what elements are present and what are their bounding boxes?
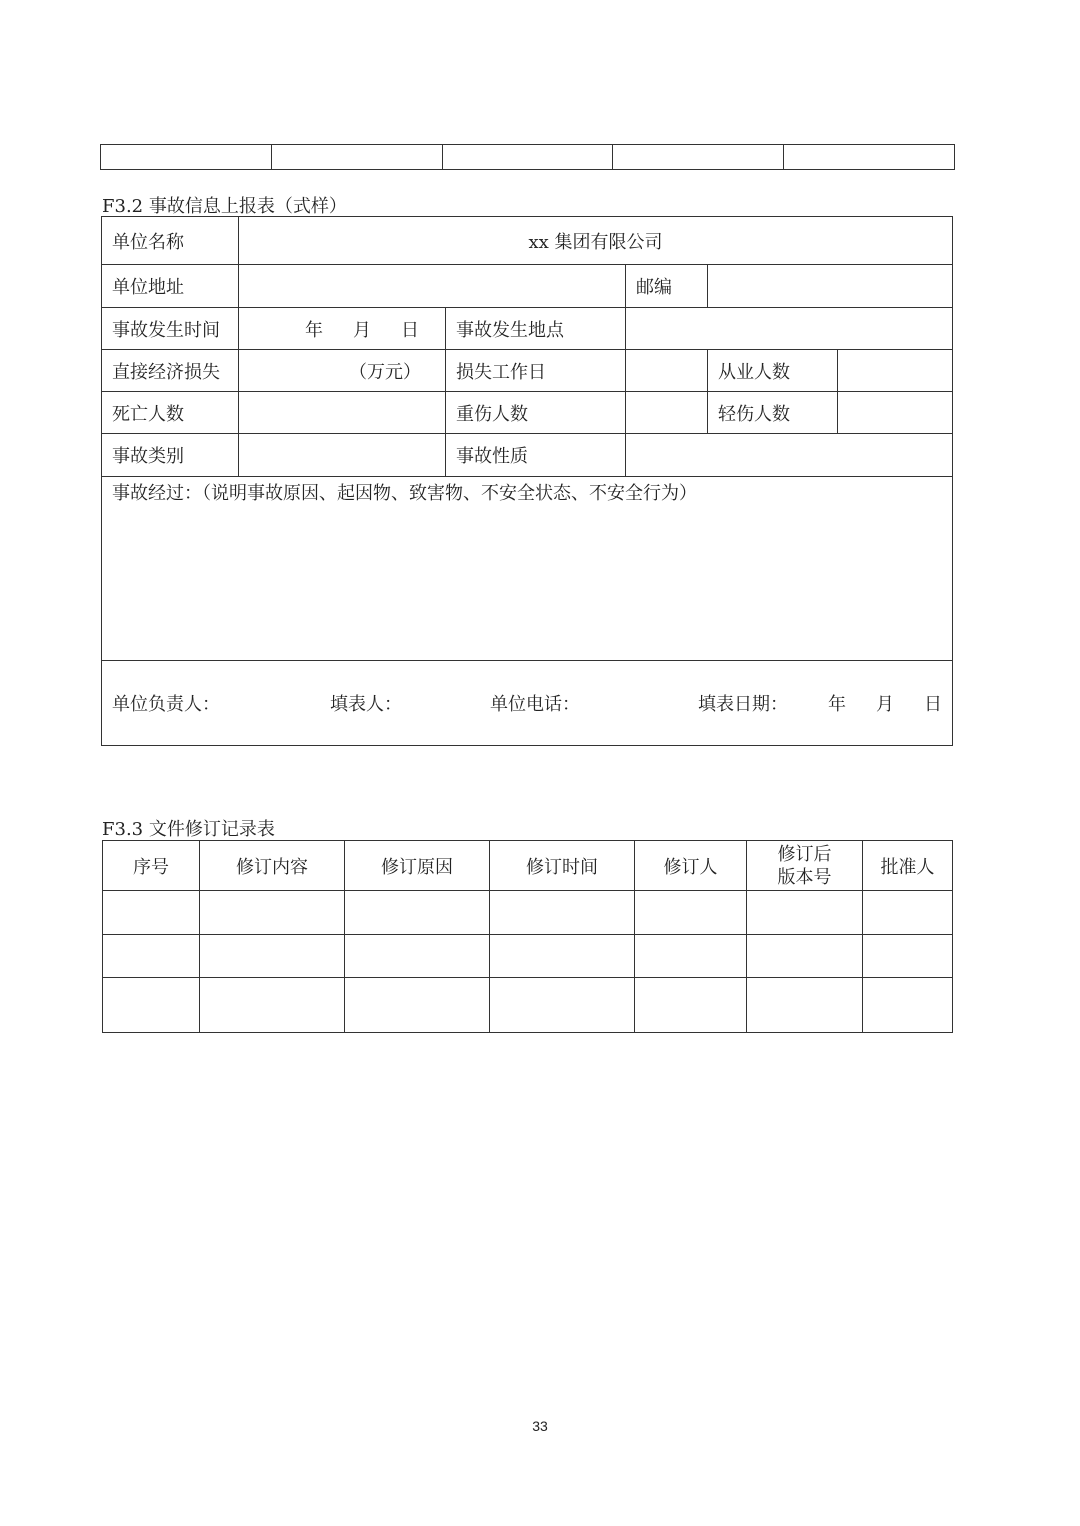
header-reason: 修订原因 xyxy=(345,841,490,891)
accident-report-table xyxy=(101,216,953,746)
table-cell xyxy=(635,935,747,978)
table-cell xyxy=(863,935,953,978)
staff-value xyxy=(838,350,953,392)
serious-label: 重伤人数 xyxy=(446,392,626,434)
date-label: 填表日期： xyxy=(698,694,788,715)
revision-record-table xyxy=(102,840,953,1033)
lost-days-value xyxy=(626,350,708,392)
header-reviser: 修订人 xyxy=(635,841,747,891)
table-cell xyxy=(200,935,345,978)
place-label: 事故发生地点 xyxy=(446,308,626,350)
lost-days-label: 损失工作日 xyxy=(446,350,626,392)
table-cell xyxy=(103,935,200,978)
header-version-line1: 修订后 xyxy=(777,843,832,865)
table-cell xyxy=(635,891,747,935)
f32-caption: F3.2 事故信息上报表（式样） xyxy=(102,196,347,217)
deaths-value xyxy=(239,392,446,434)
table-cell xyxy=(863,891,953,935)
time-label: 事故发生时间 xyxy=(102,308,239,350)
staff-label: 从业人数 xyxy=(708,350,838,392)
table-cell xyxy=(490,891,635,935)
table-cell xyxy=(345,978,490,1033)
previous-table-stub xyxy=(100,144,955,170)
date-day: 日 xyxy=(924,694,942,715)
minor-value xyxy=(838,392,953,434)
address-label: 单位地址 xyxy=(102,265,239,308)
table-cell xyxy=(490,978,635,1033)
table-cell xyxy=(747,891,863,935)
signature-row xyxy=(102,661,953,746)
stub-cell xyxy=(271,145,442,170)
stub-cell xyxy=(442,145,613,170)
table-cell xyxy=(863,978,953,1033)
header-time: 修订时间 xyxy=(490,841,635,891)
postcode-label: 邮编 xyxy=(626,265,708,308)
company-name-label: 单位名称 xyxy=(102,217,239,265)
table-cell xyxy=(200,891,345,935)
header-content: 修订内容 xyxy=(200,841,345,891)
process-label: 事故经过：（说明事故原因、起因物、致害物、不安全状态、不安全行为） xyxy=(112,483,697,504)
table-cell xyxy=(635,978,747,1033)
company-name-value: xx 集团有限公司 xyxy=(239,217,953,265)
header-version xyxy=(747,841,863,891)
date-year: 年 xyxy=(828,694,846,715)
time-value xyxy=(239,308,446,350)
table-cell xyxy=(103,978,200,1033)
loss-unit: （万元） xyxy=(349,361,421,383)
filler-label: 填表人： xyxy=(330,694,402,715)
table-cell xyxy=(747,935,863,978)
header-seq: 序号 xyxy=(103,841,200,891)
stub-cell xyxy=(101,145,272,170)
head-label: 单位负责人： xyxy=(112,694,220,715)
nature-value xyxy=(626,434,953,477)
table-cell xyxy=(747,978,863,1033)
serious-value xyxy=(626,392,708,434)
minor-label: 轻伤人数 xyxy=(708,392,838,434)
stub-cell xyxy=(784,145,955,170)
date-month: 月 xyxy=(876,694,894,715)
loss-value xyxy=(239,350,446,392)
address-value xyxy=(239,265,626,308)
table-cell xyxy=(103,891,200,935)
phone-label: 单位电话： xyxy=(490,694,580,715)
stub-cell xyxy=(613,145,784,170)
deaths-label: 死亡人数 xyxy=(102,392,239,434)
table-cell xyxy=(200,978,345,1033)
year-text: 年 xyxy=(305,319,323,341)
table-cell xyxy=(345,891,490,935)
day-text: 日 xyxy=(401,319,419,341)
loss-label: 直接经济损失 xyxy=(102,350,239,392)
month-text: 月 xyxy=(353,319,371,341)
table-cell xyxy=(345,935,490,978)
postcode-value xyxy=(708,265,953,308)
f33-caption: F3.3 文件修订记录表 xyxy=(102,819,275,840)
type-label: 事故类别 xyxy=(102,434,239,477)
header-version-line2: 版本号 xyxy=(777,866,832,888)
header-approver: 批准人 xyxy=(863,841,953,891)
type-value xyxy=(239,434,446,477)
process-cell xyxy=(102,477,953,661)
page-number: 33 xyxy=(532,1418,548,1434)
table-cell xyxy=(490,935,635,978)
nature-label: 事故性质 xyxy=(446,434,626,477)
place-value xyxy=(626,308,953,350)
